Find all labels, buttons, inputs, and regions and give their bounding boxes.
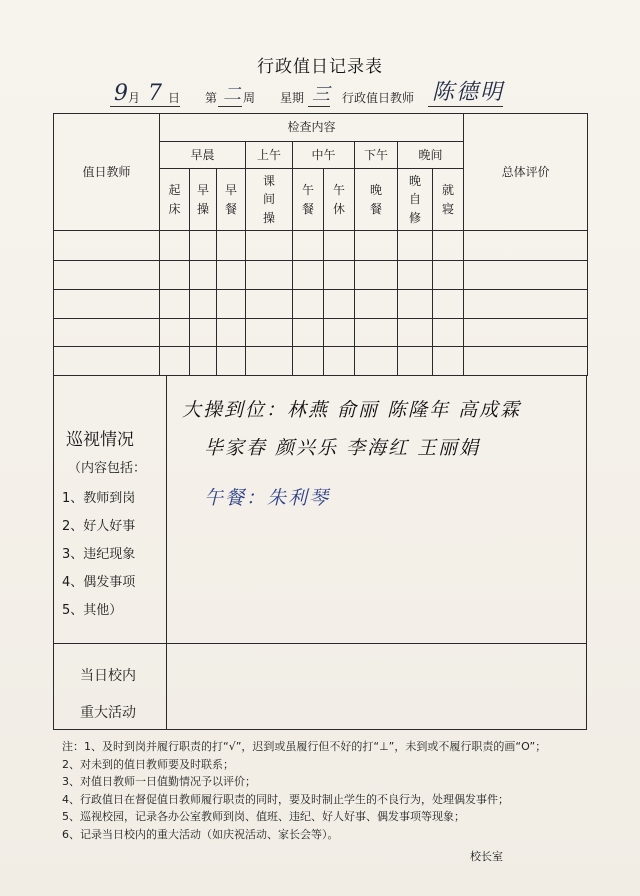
item-nap: 午休 [332,182,345,216]
note-line: 4、行政值日在督促值日教师履行职责的同时，要及时制止学生的不良行为，处理偶发事件； [62,792,509,806]
weekday-value: 三 [312,84,330,105]
patrol-handwriting-line: 大操到位：林燕 俞丽 陈隆年 高成霖 [182,399,522,421]
item-get-up: 起床 [168,182,181,216]
week-value: 二 [223,84,241,105]
patrol-title: 巡视情况 [66,430,134,450]
week-underline [218,106,242,107]
row-divider [54,643,586,644]
overall-eval-header: 总体评价 [464,114,588,231]
patrol-item: 5、其他） [62,603,123,618]
item-evening-study: 晚自修 [408,173,421,225]
patrol-subtitle: （内容包括： [68,461,147,476]
duty-teacher-header: 值日教师 [54,114,160,231]
table-row [54,261,588,290]
period-morning: 早晨 [160,142,246,169]
day-unit: 日 [168,91,181,105]
weekday-underline [308,106,330,107]
item-bedtime: 就寝 [442,182,455,216]
week-suffix: 周 [243,91,256,105]
weekday-label: 星期 [280,91,305,105]
page-title: 行政值日记录表 [257,57,383,77]
note-line: 5、巡视校园，记录各办公室教师到岗、值班、违纪、好人好事、偶发事项等现象； [62,810,465,824]
period-afternoon: 下午 [355,142,398,169]
note-line: 3、对值日教师一日值勤情况予以评价； [62,775,256,789]
patrol-item: 2、好人好事 [62,519,136,534]
check-content-header: 检查内容 [160,114,464,142]
major-events-label: 重大活动 [80,705,136,721]
table-row [54,347,588,376]
month-unit: 月 [128,91,141,105]
patrol-item: 3、违纪现象 [62,547,136,562]
period-noon: 中午 [293,142,355,169]
week-prefix: 第 [205,91,218,105]
table-row [54,231,588,261]
teacher-label: 行政值日教师 [342,91,415,105]
note-line: 2、对未到的值日教师要及时联系； [62,757,234,771]
note-line: 注：1、及时到岗并履行职责的打“√”，迟到或虽履行但不好的打“⊥”，未到或不履行职责的画“O”； [62,740,547,753]
note-line: 6、记录当日校内的重大活动（如庆祝活动、家长会等）。 [62,827,339,841]
day-value: 7 [148,81,162,106]
item-morning-exercise: 早操 [196,182,209,216]
teacher-name: 陈德明 [432,80,505,105]
item-breakfast: 早餐 [224,182,237,216]
patrol-item: 4、偶发事项 [62,575,136,590]
header-info-line [110,80,550,108]
item-dinner: 晚餐 [369,182,382,216]
month-value: 9 [114,81,128,106]
patrol-item: 1、教师到岗 [62,491,136,506]
teacher-underline [428,106,503,107]
date-underline [110,106,180,107]
item-lunch: 午餐 [301,182,314,216]
patrol-handwriting-line: 午餐：朱利琴 [204,487,331,509]
duty-check-table [53,113,588,376]
column-divider [166,375,167,729]
table-row [54,319,588,347]
period-forenoon: 上午 [246,142,293,169]
table-row [54,290,588,319]
period-evening: 晚间 [398,142,464,169]
notes-block [62,738,582,844]
patrol-and-events-section [53,375,587,730]
patrol-handwriting-line: 毕家春 颜兴乐 李海红 王丽娟 [204,437,481,459]
major-events-label: 当日校内 [80,668,136,684]
signature: 校长室 [470,850,503,863]
item-recess-exercise: 课间操 [262,173,275,225]
